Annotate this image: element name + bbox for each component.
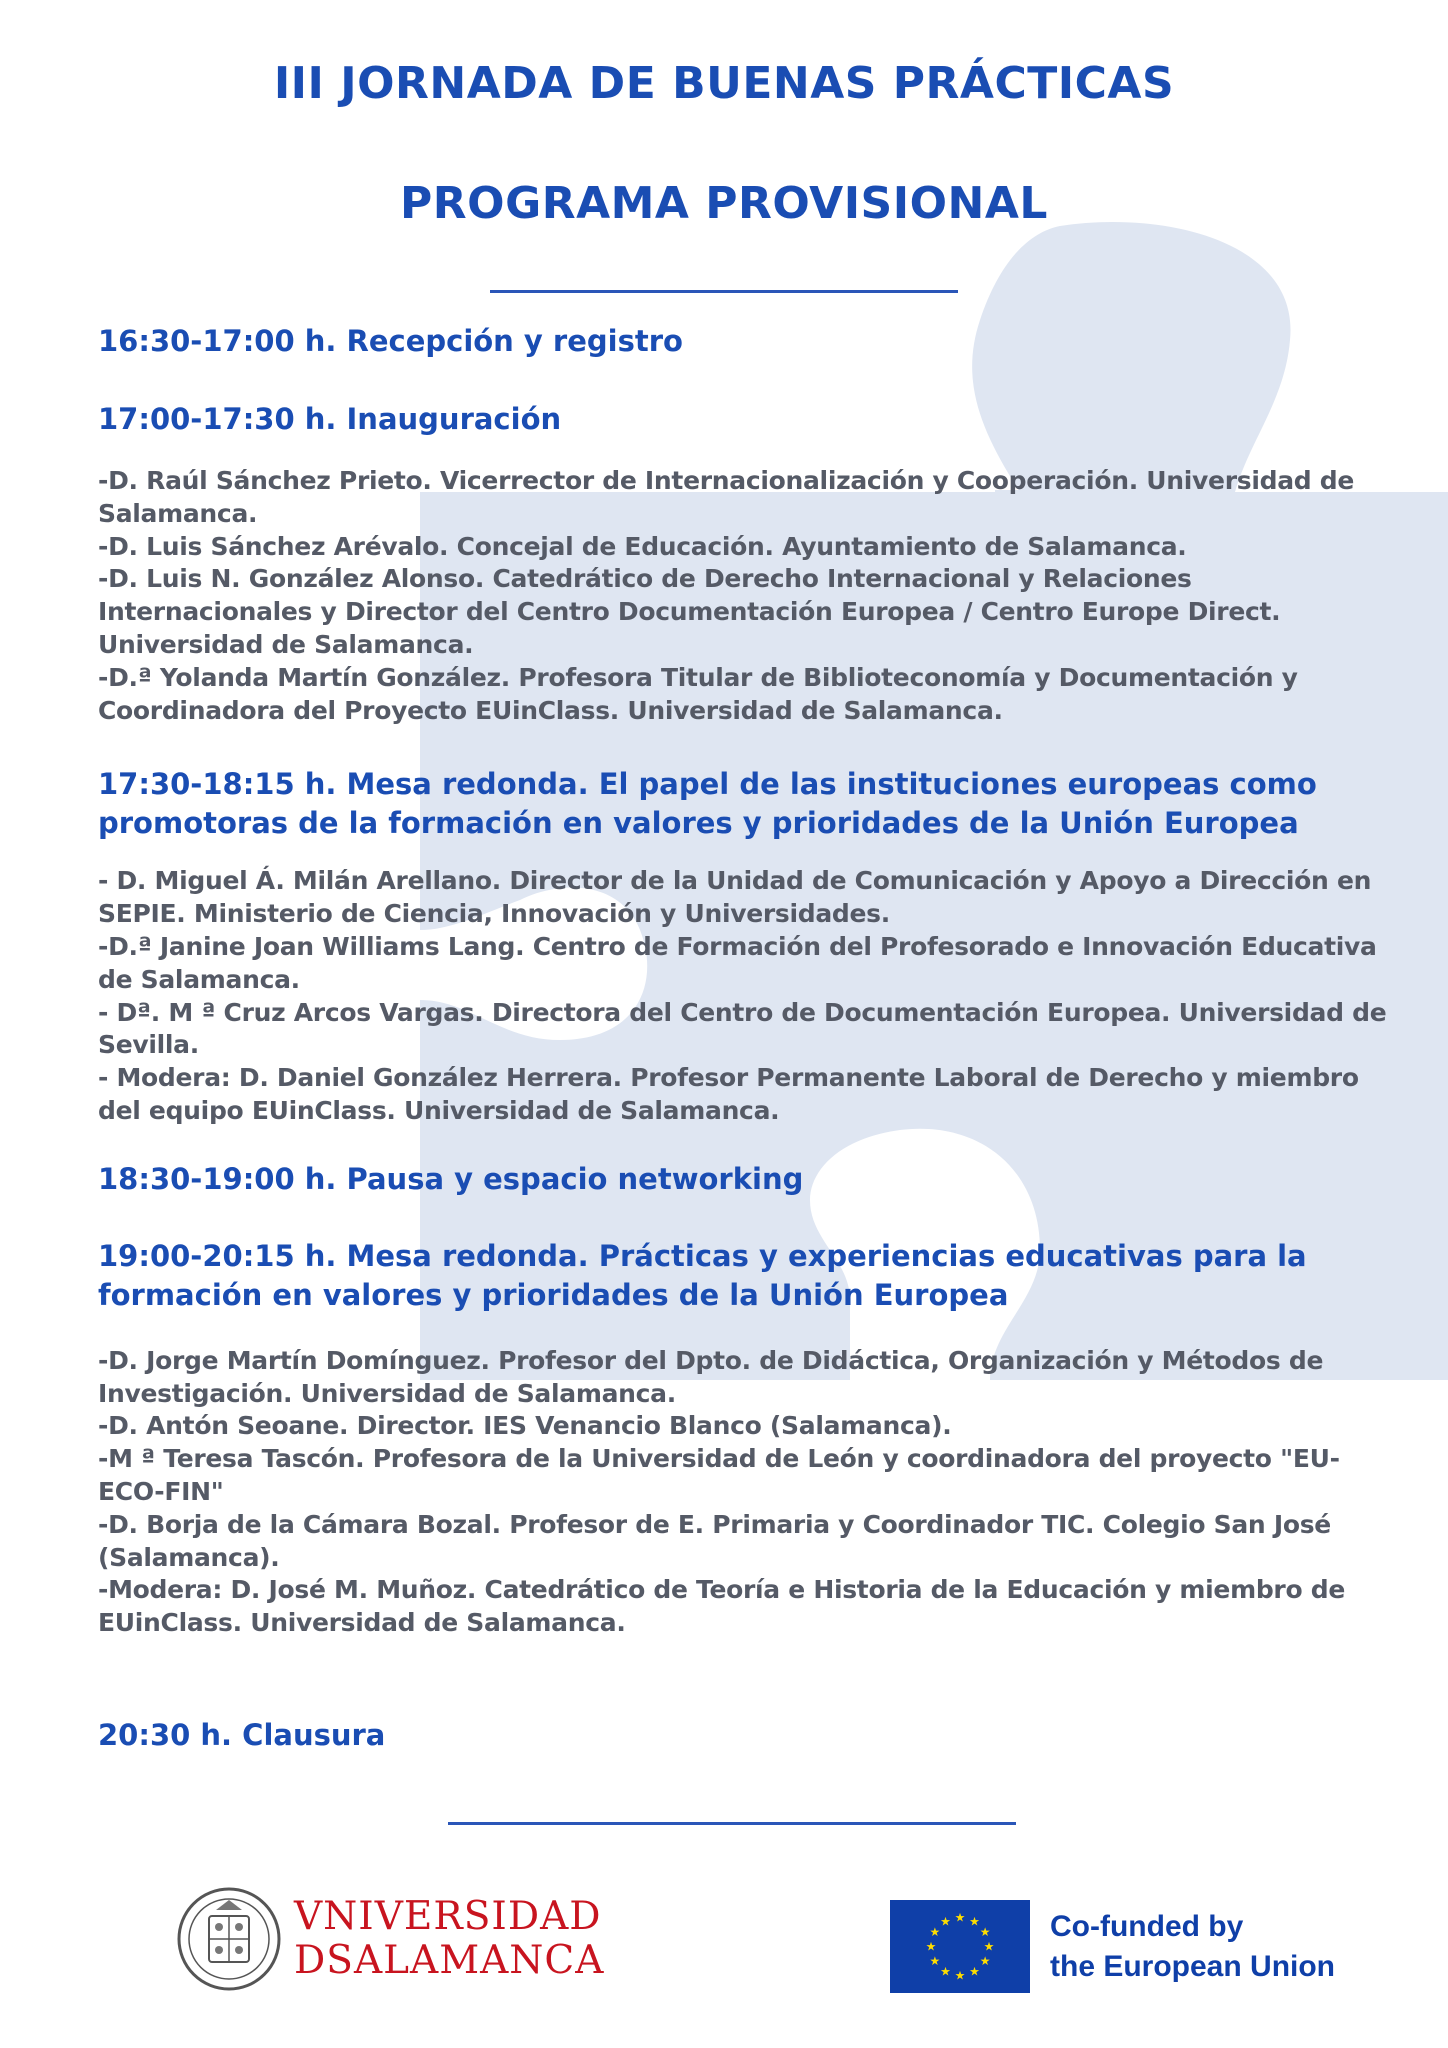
university-wordmark (294, 1895, 604, 1983)
speaker-item: -D.ª Yolanda Martín González. Profesora Titular de Biblioteconomía y Documentación y Coordinadora del Proyecto EUinClass. Universidad de Salamanca. (98, 662, 1298, 725)
speaker-item: - Dª. M ª Cruz Arcos Vargas. Directora del Centro de Documentación Europea. Universidad de Sevilla. (98, 997, 1387, 1060)
eu-star-icon: ★ (969, 1914, 980, 1929)
eu-star-icon: ★ (969, 1964, 980, 1979)
speaker-item: -D.ª Janine Joan Williams Lang. Centro de Formación del Profesorado e Innovación Educativa de Salamanca. (98, 931, 1377, 994)
eu-star-icon: ★ (954, 1910, 966, 1925)
eu-star-icon: ★ (940, 1964, 951, 1979)
eu-star-icon: ★ (983, 1939, 995, 1954)
schedule (98, 322, 1398, 1755)
eu-cofunded-line2: the European Union (1050, 1949, 1335, 1983)
top-divider (490, 290, 958, 293)
eu-cofunded-text (1050, 1907, 1335, 1987)
bottom-divider (448, 1822, 1016, 1825)
eu-flag-icon (890, 1900, 1030, 1993)
speaker-item: -D. Luis Sánchez Arévalo. Concejal de Educación. Ayuntamiento de Salamanca. (98, 531, 1187, 561)
inauguration-speakers (98, 465, 1398, 727)
schedule-heading-networking: 18:30-19:00 h. Pausa y espacio networking (98, 1161, 804, 1196)
eu-star-icon: ★ (979, 1954, 991, 1968)
speaker-item: -D. Raúl Sánchez Prieto. Vicerrector de Internacionalización y Cooperación. Universidad de Salamanca. (98, 466, 1355, 528)
roundtable-2-speakers (98, 1345, 1398, 1640)
event-title: III JORNADA DE BUENAS PRÁCTICAS (273, 58, 1175, 109)
eu-cofunded-line1: Co-funded by (1050, 1909, 1244, 1943)
speaker-item: - Modera: D. Daniel González Herrera. Profesor Permanente Laboral de Derecho y miembro del equipo EUinClass. Universidad de Salamanca. (98, 1063, 1359, 1125)
speaker-item: -D. Antón Seoane. Director. IES Venancio Blanco (Salamanca). (98, 1411, 952, 1441)
speaker-item: -D. Luis N. González Alonso. Catedrático de Derecho Internacional y Relaciones Internacionales y Director del Centro Documentación Europea / Centro Europe Direct. Universidad de Salamanca. (98, 564, 1281, 659)
eu-star-icon: ★ (979, 1925, 991, 1939)
schedule-heading-inauguration: 17:00-17:30 h. Inauguración (98, 402, 562, 436)
speaker-item: -M ª Teresa Tascón. Profesora de la Universidad de León y coordinadora del proyecto "EU-ECO-FIN" (98, 1444, 1340, 1506)
speaker-item: -Modera: D. José M. Muñoz. Catedrático de Teoría e Historia de la Educación y miembro de EUinClass. Universidad de Salamanca. (98, 1575, 1345, 1638)
speaker-item: - D. Miguel Á. Milán Arellano. Director de la Unidad de Comunicación y Apoyo a Dirección en SEPIE. Ministerio de Ciencia, Innovación y Universidades. (98, 866, 1372, 929)
program-title: PROGRAMA PROVISIONAL (400, 178, 1048, 229)
speaker-item: -D. Jorge Martín Domínguez. Profesor del Dpto. de Didáctica, Organización y Métodos de Investigación. Universidad de Salamanca. (98, 1345, 1324, 1408)
roundtable-1-speakers (98, 865, 1398, 1127)
eu-star-icon: ★ (929, 1925, 941, 1939)
schedule-heading-reception: 16:30-17:00 h. Recepción y registro (98, 324, 683, 358)
speaker-item: -D. Borja de la Cámara Bozal. Profesor de E. Primaria y Coordinador TIC. Colegio San José (Salamanca). (98, 1509, 1331, 1572)
university-name-line2: DSALAMANCA (294, 1938, 605, 1983)
schedule-heading-roundtable-2: 19:00-20:15 h. Mesa redonda. Prácticas y experiencias educativas para la formación en valores y prioridades de la Unión Europea (98, 1238, 1307, 1312)
schedule-heading-roundtable-1: 17:30-18:15 h. Mesa redonda. El papel de las instituciones europeas como promotoras de la formación en valores y prioridades de la Unión Europea (98, 767, 1317, 841)
university-name-line1: VNIVERSIDAD (294, 1894, 602, 1939)
eu-star-icon: ★ (954, 1968, 966, 1983)
eu-star-icon: ★ (940, 1914, 951, 1929)
schedule-heading-closing: 20:30 h. Clausura (98, 1717, 386, 1752)
university-logo (176, 1886, 604, 1992)
eu-star-icon: ★ (929, 1954, 941, 1968)
university-seal-icon (176, 1886, 282, 1992)
eu-cofunded-logo (890, 1900, 1335, 1993)
eu-star-icon: ★ (925, 1939, 937, 1954)
